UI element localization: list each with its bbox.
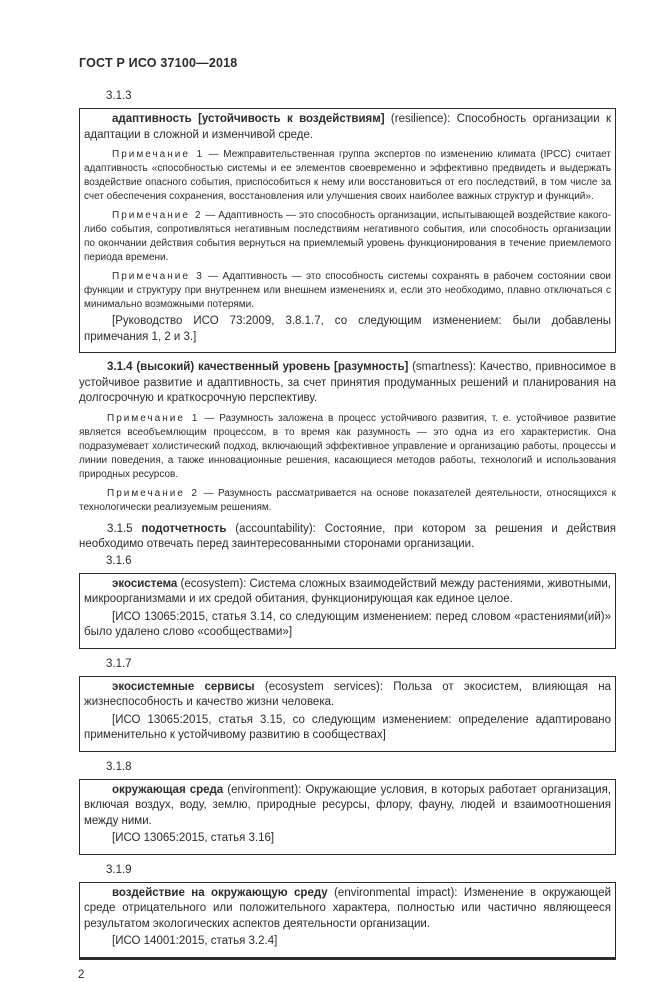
definition-body: (accountability): Состояние, при котором за решения и действия необходимо отвечать перед заинтересованными сторонами организации.	[79, 522, 616, 550]
definition-box-environment	[79, 779, 616, 855]
note-label: Примечание 1	[107, 412, 200, 424]
definition-accountability	[79, 522, 616, 553]
definition-body: (ecosystem services): Польза от экосистем, влияющая на жизнеспособность и качество жизни человека.	[84, 680, 611, 708]
definition-box-ecosystem-services	[79, 676, 616, 752]
clause-number-3-1-7: 3.1.7	[106, 657, 132, 670]
clause-number-3-1-9: 3.1.9	[106, 863, 132, 876]
document-content	[79, 89, 616, 960]
note-1	[84, 148, 611, 204]
note-label: Примечание 1	[112, 149, 205, 160]
clause-number-3-1-3: 3.1.3	[106, 90, 132, 102]
note-1	[79, 412, 616, 482]
definition-body: (resilience): Способность организации к адаптации в сложной и изменчивой среде.	[84, 113, 611, 141]
source-reference: [Руководство ИСО 73:2009, 3.8.1.7, со следующим изменением: были добавлены примечания 1, 2 и 3.]	[84, 315, 611, 343]
definition-box-environmental-impact	[79, 882, 616, 960]
definition-resilience	[84, 112, 611, 143]
term-environmental-impact: воздействие на окружающую среду	[112, 886, 328, 899]
clause-number-3-1-6: 3.1.6	[106, 554, 132, 567]
term-resilience: адаптивность [устойчивость к воздействиям]	[112, 113, 385, 125]
definition-box-ecosystem	[79, 573, 616, 649]
definition-body: (smartness): Качество, привносимое в устойчивое развитие и адаптивность, за счет принятия продуманных решений и планирования на долгосрочную и краткосрочную перспективу.	[79, 361, 616, 404]
note-label: Примечание 2	[112, 210, 203, 221]
note-text: — Адаптивность — это способность системы сохранять в рабочем состоянии свои функции и структуру при внутреннем или внешнем изменениях и, если это необходимо, плавно отключаться с минимально возможными потерями.	[84, 271, 611, 310]
note-2	[79, 487, 616, 515]
definition-body: (ecosystem): Система сложных взаимодействий между растениями, животными, микроорганизмами и их средой обитания, функционирующая как единое целое.	[84, 577, 611, 605]
source-reference: [ИСО 13065:2015, статья 3.16]	[112, 832, 275, 844]
definition-smartness	[79, 360, 616, 407]
term-environment: окружающая среда	[112, 783, 224, 796]
definition-body: (environmental impact): Изменение в окружающей среде отрицательного или положительного характера, полностью или частично являющееся результатом экологических аспектов деятельности организации.	[84, 886, 611, 930]
note-label: Примечание 2	[107, 487, 199, 499]
term-ecosystem-services: экосистемные сервисы	[112, 680, 255, 693]
term-ecosystem: экосистема	[112, 577, 178, 590]
note-label: Примечание 3	[112, 271, 204, 282]
note-text: — Межправительственная группа экспертов по изменению климата (IPCC) считает адаптивность «способностью системы и ее элементов своевременно и эффективно предвидеть и выдержать воздействие опасного события, приспособиться к нему или восстановиться от его последствий, в том числе за счет обеспечения сохранения, восстановления или улучшения своих наиболее важных структур и функций».	[84, 149, 611, 202]
clause-number-3-1-8: 3.1.8	[106, 760, 132, 773]
definition-box-resilience	[79, 108, 616, 353]
note-text: — Адаптивность — это способность организации, испытывающей воздействие какого-либо события, сопротивляться негативным последствиям негативного события, или способность организации по окончании действия события вернуться на приемлемый уровень функционирования в течение приемлемого периода времени.	[84, 210, 611, 263]
definition-environmental-impact	[84, 886, 611, 933]
source-reference: [ИСО 13065:2015, статья 3.14, со следующим изменением: перед словом «растениями(ий)» было удалено слово «сообществами»]	[84, 610, 611, 638]
definition-environment	[84, 783, 611, 830]
definition-body: (environment): Окружающие условия, в которых работает организация, включая воздух, воду, землю, природные ресурсы, флору, фауну, людей и взаимоотношения между ними.	[84, 783, 611, 827]
page-number: 2	[78, 968, 85, 981]
note-2	[84, 209, 611, 265]
source-reference: [ИСО 13065:2015, статья 3.15, со следующим изменением: определение адаптировано применительно к устойчивому развитию в сообществах]	[84, 713, 611, 741]
note-3	[84, 270, 611, 312]
note-text: — Разумность рассматривается на основе показателей деятельности, относящихся к технологически реализуемым решениям.	[79, 487, 616, 513]
source-reference: [ИСО 14001:2015, статья 3.2.4]	[112, 935, 278, 947]
clause-number-3-1-5: 3.1.5	[107, 522, 133, 535]
document-title: ГОСТ Р ИСО 37100—2018	[79, 56, 238, 70]
note-text: — Разумность заложена в процесс устойчивого развития, т. е. устойчивое развитие является всеобъемлющим процессом, в то время как разумность — это одна из его характеристик. Она подразумевает холистический подход, включающий эффективное управление и организацию работы, процессы и линии поведения, а также инновационные решения, касающиеся методов работы, технологий и использования природных ресурсов.	[79, 412, 616, 480]
definition-ecosystem	[84, 577, 611, 608]
term-smartness: 3.1.4 (высокий) качественный уровень [разумность]	[107, 361, 409, 373]
definition-ecosystem-services	[84, 680, 611, 711]
term-accountability: подотчетность	[132, 522, 227, 535]
